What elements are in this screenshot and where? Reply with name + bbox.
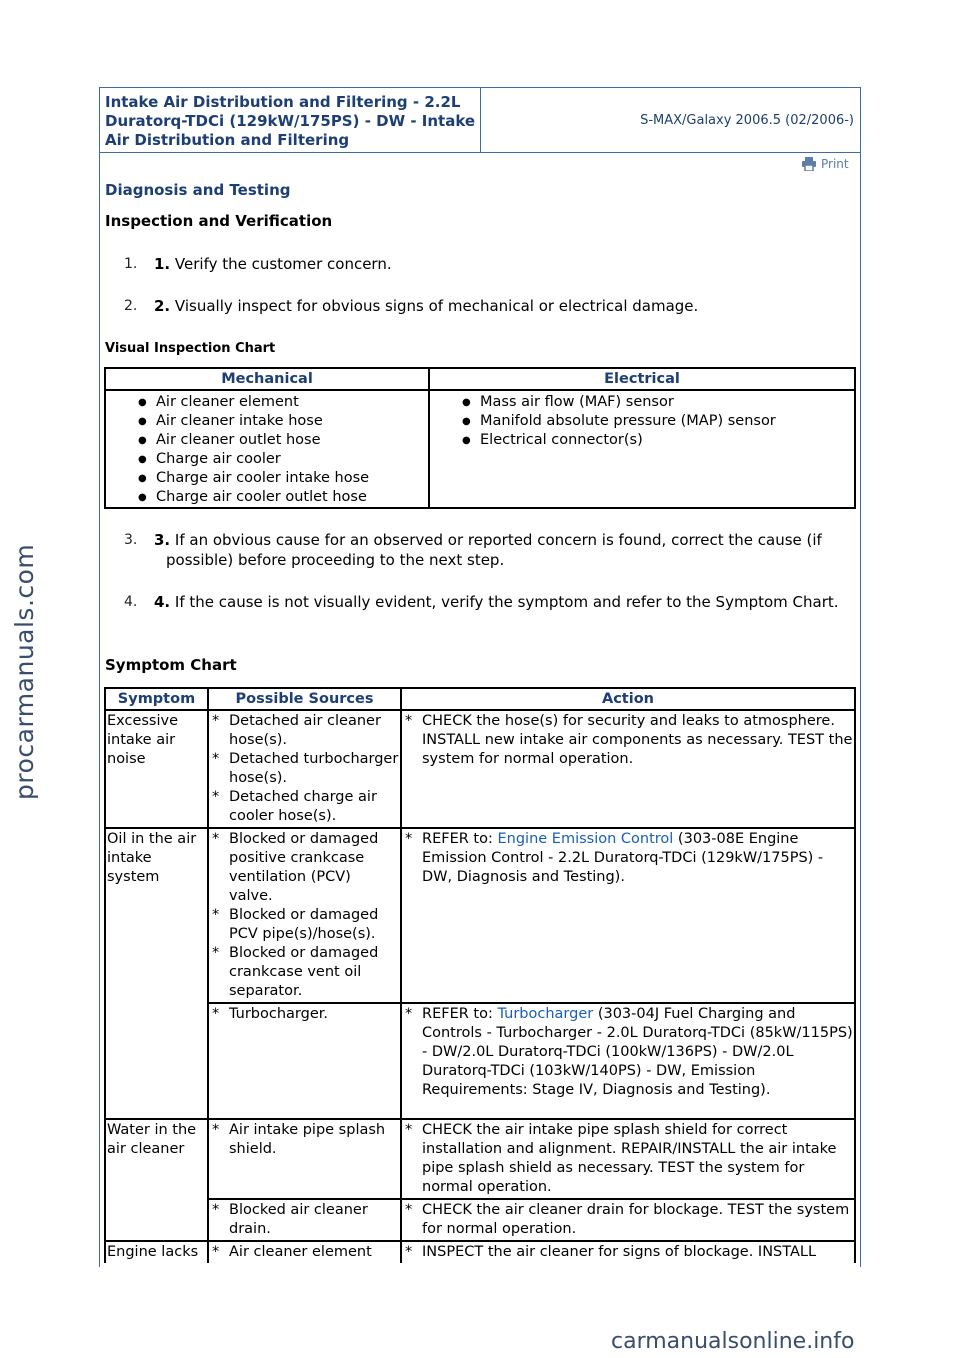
action-text: (303-08E Engine Emission Control - 2.2L Duratorq-TDCi (129kW/175PS) - DW, Diagnosis and Testing). bbox=[422, 831, 824, 885]
step-number: 4. bbox=[124, 594, 138, 610]
symptom-chart-title: Symptom Chart bbox=[105, 656, 237, 674]
step-bold: 1. bbox=[154, 255, 171, 273]
action-cell bbox=[401, 828, 855, 1003]
engine-emission-control-link[interactable]: Engine Emission Control bbox=[497, 831, 674, 847]
document-title: Intake Air Distribution and Filtering - 2.2L Duratorq-TDCi (129kW/175PS) - DW - Intake Air Distribution and Filtering bbox=[100, 88, 481, 152]
col-electrical: Electrical bbox=[429, 368, 855, 390]
col-mechanical: Mechanical bbox=[105, 368, 429, 390]
step-bold: 2. bbox=[154, 297, 171, 315]
sources-cell bbox=[208, 710, 401, 828]
diagnosis-heading: Diagnosis and Testing bbox=[105, 181, 291, 199]
action-cell bbox=[401, 1241, 855, 1263]
step-text: Verify the customer concern. bbox=[170, 255, 392, 273]
action-cell bbox=[401, 1119, 855, 1199]
printer-icon bbox=[801, 157, 817, 171]
symptom-cell: Water in the air cleaner bbox=[105, 1119, 208, 1241]
step-bold: 3. bbox=[154, 531, 171, 549]
table-row bbox=[105, 1199, 855, 1241]
visual-chart-title: Visual Inspection Chart bbox=[105, 341, 276, 356]
list-item: ● Electrical connector(s) bbox=[430, 431, 854, 450]
source-item: * Air intake pipe splash shield. bbox=[210, 1121, 399, 1159]
list-item: ● Charge air cooler intake hose bbox=[106, 469, 428, 488]
action-item: * CHECK the hose(s) for security and leaks to atmosphere. INSTALL new intake air components as necessary. TEST the system for normal operation. bbox=[403, 712, 853, 769]
source-item: * Detached charge air cooler hose(s). bbox=[210, 788, 399, 826]
col-sources: Possible Sources bbox=[208, 688, 401, 710]
symptom-cell: Excessive intake air noise bbox=[105, 710, 208, 828]
action-item: * CHECK the air cleaner drain for blockage. TEST the system for normal operation. bbox=[403, 1201, 853, 1239]
sources-cell bbox=[208, 1241, 401, 1263]
table-row bbox=[105, 1003, 855, 1119]
source-item: * Blocked or damaged positive crankcase ventilation (PCV) valve. bbox=[210, 830, 399, 906]
list-item: ● Manifold absolute pressure (MAP) sensor bbox=[430, 412, 854, 431]
source-item: * Air cleaner element bbox=[210, 1243, 399, 1262]
step-text: Visually inspect for obvious signs of mechanical or electrical damage. bbox=[170, 297, 699, 315]
table-row bbox=[105, 1241, 855, 1263]
source-item: * Turbocharger. bbox=[210, 1005, 399, 1024]
table-row bbox=[105, 710, 855, 828]
source-item: * Blocked or damaged PCV pipe(s)/hose(s). bbox=[210, 906, 399, 944]
sources-cell bbox=[208, 1199, 401, 1241]
source-item: * Blocked or damaged crankcase vent oil separator. bbox=[210, 944, 399, 1001]
action-item: * CHECK the air intake pipe splash shield for correct installation and alignment. REPAIR/INSTALL the air intake pipe splash shield as necessary. TEST the system for normal operation. bbox=[403, 1121, 853, 1197]
list-item: ● Air cleaner outlet hose bbox=[106, 431, 428, 450]
print-label[interactable]: Print bbox=[821, 157, 849, 171]
step-bold: 4. bbox=[154, 593, 171, 611]
list-item: ● Charge air cooler bbox=[106, 450, 428, 469]
list-item: ● Charge air cooler outlet hose bbox=[106, 488, 428, 507]
action-text: (303-04J Fuel Charging and Controls - Turbocharger - 2.0L Duratorq-TDCi (85kW/115PS) - DW/2.0L Duratorq-TDCi (100kW/136PS) - DW/2.0L Duratorq-TDCi (103kW/140PS) - DW, Emission Requirements: Stage IV, Diagnosis and Testing). bbox=[422, 1006, 853, 1098]
source-item: * Detached turbocharger hose(s). bbox=[210, 750, 399, 788]
mechanical-cell bbox=[105, 390, 429, 508]
visual-inspection-table bbox=[104, 367, 856, 509]
action-text: REFER to: bbox=[422, 1006, 498, 1022]
source-item: * Detached air cleaner hose(s). bbox=[210, 712, 399, 750]
step-text: If the cause is not visually evident, verify the symptom and refer to the Symptom Chart. bbox=[170, 593, 839, 611]
action-item bbox=[403, 1005, 853, 1100]
step-number: 2. bbox=[124, 298, 138, 314]
sources-cell bbox=[208, 1119, 401, 1199]
sources-cell bbox=[208, 828, 401, 1003]
turbocharger-link[interactable]: Turbocharger bbox=[497, 1006, 594, 1022]
symptom-cell: Oil in the air intake system bbox=[105, 828, 208, 1119]
action-text: REFER to: bbox=[422, 831, 498, 847]
footer-watermark: carmanualsonline.info bbox=[611, 1329, 855, 1354]
step-number: 3. bbox=[124, 532, 138, 548]
action-cell bbox=[401, 1003, 855, 1119]
document-header bbox=[99, 87, 861, 153]
print-button[interactable] bbox=[801, 157, 849, 171]
list-item: ● Air cleaner intake hose bbox=[106, 412, 428, 431]
step-number: 1. bbox=[124, 256, 138, 272]
list-item: ● Air cleaner element bbox=[106, 393, 428, 412]
electrical-cell bbox=[429, 390, 855, 508]
action-cell bbox=[401, 1199, 855, 1241]
symptom-cell: Engine lacks bbox=[105, 1241, 208, 1263]
action-item bbox=[403, 830, 853, 887]
sources-cell bbox=[208, 1003, 401, 1119]
side-watermark: procarmanuals.com bbox=[10, 543, 39, 800]
action-item: * INSPECT the air cleaner for signs of blockage. INSTALL bbox=[403, 1243, 853, 1262]
col-symptom: Symptom bbox=[105, 688, 208, 710]
action-cell bbox=[401, 710, 855, 828]
vehicle-model: S-MAX/Galaxy 2006.5 (02/2006-) bbox=[640, 112, 854, 128]
source-item: * Blocked air cleaner drain. bbox=[210, 1201, 399, 1239]
table-row bbox=[105, 828, 855, 1003]
inspection-heading: Inspection and Verification bbox=[105, 212, 333, 230]
symptom-table bbox=[104, 687, 856, 1263]
table-row bbox=[105, 1119, 855, 1199]
step-text: If an obvious cause for an observed or reported concern is found, correct the cause (if possible) before proceeding to the next step. bbox=[166, 531, 822, 569]
list-item: ● Mass air flow (MAF) sensor bbox=[430, 393, 854, 412]
col-action: Action bbox=[401, 688, 855, 710]
